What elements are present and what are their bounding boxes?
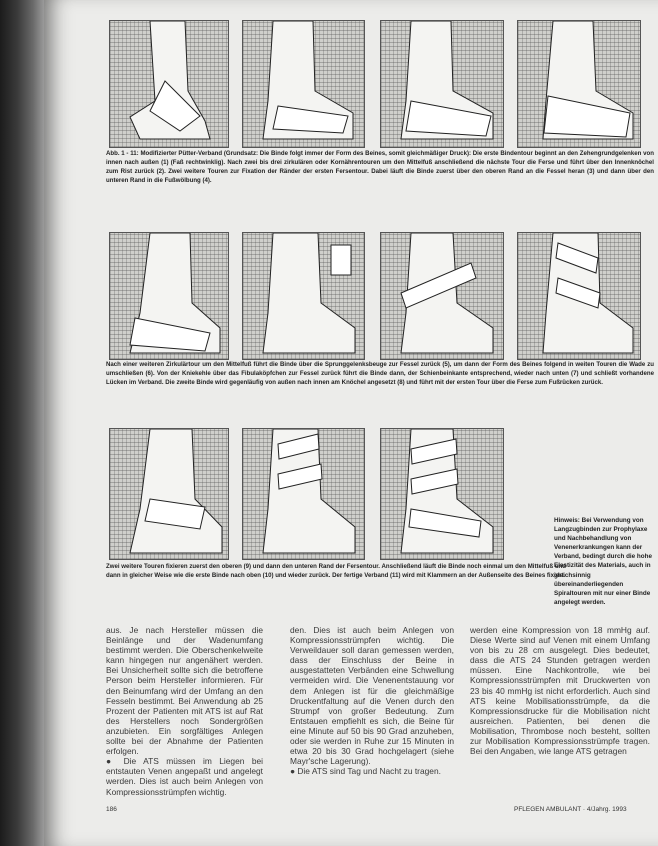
- figure-1: [109, 20, 229, 148]
- column-2-bullet: ● Die ATS sind Tag und Nacht zu tragen.: [290, 766, 441, 777]
- text-column-3: [470, 625, 650, 756]
- figure-2: [242, 20, 365, 148]
- column-1-bullet: ● Die ATS müssen im Liegen bei entstauten Venen angepaßt und angelegt werden. Dies ist auch beim Anlegen von Kompressionsstrümpfen wichtig.: [106, 756, 263, 797]
- figure-3: [380, 20, 504, 148]
- figure-4: [517, 20, 641, 148]
- text-column-2: [290, 625, 454, 776]
- figure-5: [109, 232, 229, 360]
- column-2-text: den. Dies ist auch beim Anlegen von Kompressionsstrümpfen wichtig. Die Verweildauer soll daran gemessen werden, dass der Einschluss der Beine in ausgestatteten Verbänden eine Schwellung vermeiden wird. Die Venenentstauung vor dem Anlegen ist für die gleichmäßige Druckentfaltung auf die Venen durch den Strumpf von großer Bedeutung. Zum Entstauen empfiehlt es sich, die Beine für eine Minute auf 50 bis 90 Grad anzuheben, oder sie werden in Ruhe zur 15 Minuten in etwa 20 bis 30 Grad hochgelagert (siehe Mayr'sche Lagerung).: [290, 625, 454, 767]
- book-page: [44, 0, 658, 846]
- text-column-1: [106, 625, 263, 797]
- figure-9: [109, 428, 229, 560]
- page-number: 186: [106, 806, 117, 813]
- figure-8: [517, 232, 641, 360]
- figure-6: [242, 232, 365, 360]
- column-3-text: werden eine Kompression von 18 mmHg auf. Diese Werte sind auf Venen mit einem Umfang von bis zu 28 cm ausgelegt. Dies bedeutet, dass die ATS 24 Stunden getragen werden müssen. Eine Nachkontrolle, wie bei Kompressionsstrümpfen mit Druckwerten von 23 bis 40 mmHg ist nicht erforderlich. Auch sind ATS keine Mobilisationsstrümpfe, da die Kompressionsdrucke für die Mobilisation nicht ausreichen. Patienten, bei denen die Mobilisation, Thrombose noch besteht, sollten zur Mobilisation Kompressionsstrümpfe tragen. Bei den Angaben, wie lange ATS getragen: [470, 625, 650, 757]
- journal-footer: PFLEGEN AMBULANT · 4/Jahrg. 1993: [514, 806, 627, 813]
- caption-top: Abb. 1 - 11: Modifizierter Pütter-Verband (Grundsatz: Die Binde folgt immer der Form des Beines, somit gleichmäßiger Druck): Die erste Bindentour beginnt an den Zehengrundgelenken von innen nach außen (1) (Faß rechtwinklig). Nach zwei bis drei zirkulären oder Kornährentouren um den Mittelfuß anschließend die nächste Tour die Ferse und führt über den Innenknöchel zum Rist zurück (2). Zwei weitere Touren zur Fixation der Ränder der ersten Fersentour. Dabei läuft die Binde zuerst über den oberen Rand an die Fessel heran (3) und dann über den unteren Rand in die Fußwölbung (4).: [106, 150, 654, 184]
- column-1-text: aus. Je nach Hersteller müssen die Beinlänge und der Wadenumfang bestimmt werden. Die Oberschenkelweite kann hingegen nur angenähert werden. Bei Unsicherheit sollte sich die betroffene Person beim Hersteller informieren. Für den Beinumfang wird der Umfang an den Fesseln bestimmt. Bei Anwendung ab 25 Prozent der Patienten mit ATS ist auf Rat des Herstellers noch Sondergrößen anzubieten. Ein sorgfältiges Anlegen sollte bei der Abnahme der Patienten erfolgen.: [106, 625, 263, 757]
- figure-10: [242, 428, 365, 560]
- book-spine: [0, 0, 44, 846]
- figure-7: [380, 232, 504, 360]
- caption-bottom: Zwei weitere Touren fixieren zuerst den oberen (9) und dann den unteren Rand der Fersentour. Anschließend läuft die Binde noch einmal um den Mittelfuß und dann in gleicher Weise wie die erste Binde nach oben (10) und wieder zurück. Der fertige Verband (11) wird mit Klammern an der Außenseite des Beines fixiert.: [106, 563, 566, 579]
- sidebar-note: Hinweis: Bei Verwendung von Langzugbinden zur Prophylaxe und Nachbehandlung von Venenerkrankungen kann der Verband, bedingt durch die hohe Elastizität des Materials, auch in gleichsinnig übereinanderliegenden Spiraltouren mit nur einer Binde angelegt werden.: [554, 517, 652, 606]
- caption-middle: Nach einer weiteren Zirkulärtour um den Mittelfuß führt die Binde über die Sprunggelenksbeuge zur Fessel zurück (5), um dann der Form des Beines folgend in weiten Touren die Wade zu umschließen (6). Von der Kniekehle über das Fibulaköpfchen zur Fessel zurück führt die Binde dann, der Schienbeinkante entsprechend, wieder nach unten (7) und schließt vorhandene Lücken im Verband. Die zweite Binde wird gegenläufig von außen nach innen am Knöchel angesetzt (8) und führt mit der ersten Tour über die Ferse zum Fußrücken zurück.: [106, 361, 654, 386]
- figure-11: [380, 428, 504, 560]
